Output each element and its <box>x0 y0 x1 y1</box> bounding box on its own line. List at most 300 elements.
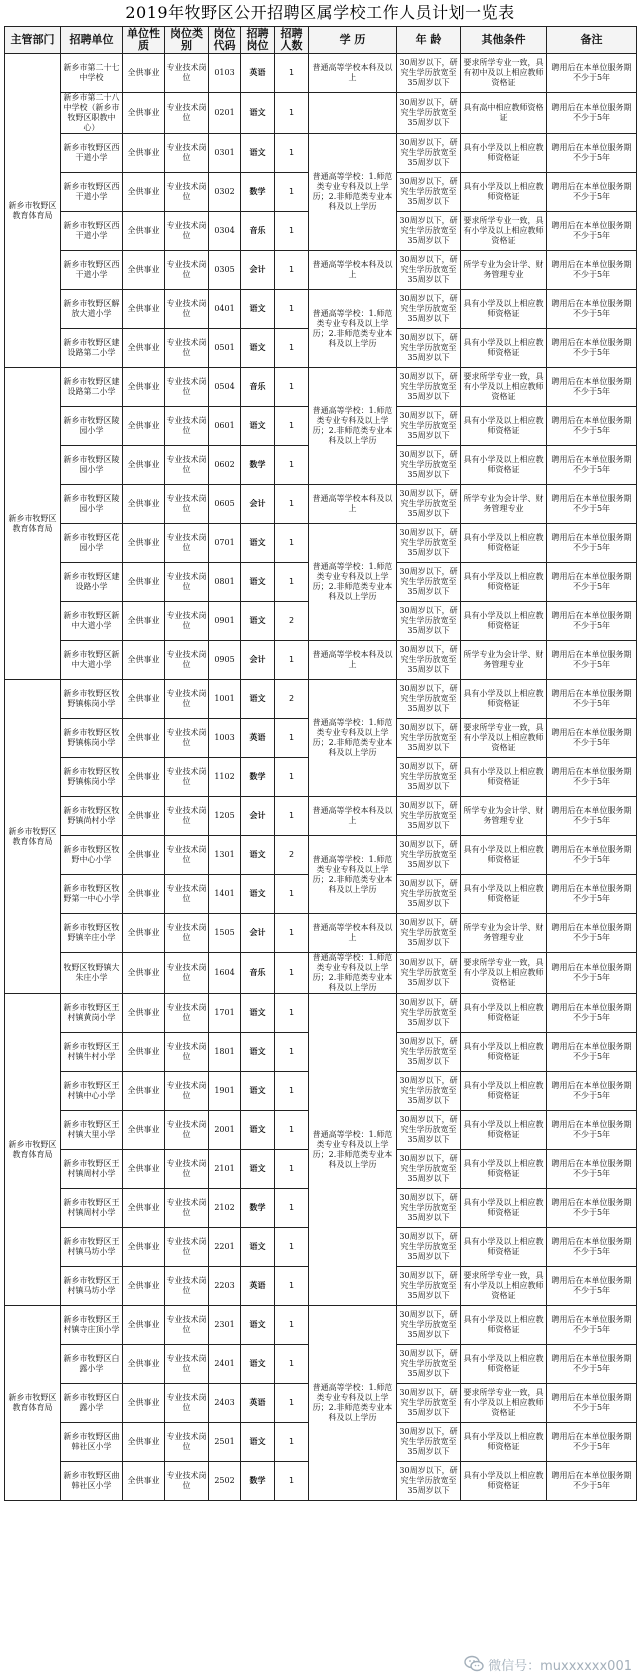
nature-cell: 全供事业 <box>123 212 165 251</box>
notes-cell: 聘用后在本单位服务期不少于5年 <box>547 680 637 719</box>
category-cell: 专业技术岗位 <box>165 446 209 485</box>
unit-cell: 新乡市牧野区建设路小学 <box>61 563 123 602</box>
conditions-cell: 具有小学及以上相应教师资格证 <box>461 1150 547 1189</box>
post-cell: 数学 <box>241 1189 275 1228</box>
category-cell: 专业技术岗位 <box>165 485 209 524</box>
header-conditions: 其他条件 <box>461 27 547 54</box>
unit-cell: 新乡市牧野区王村镇周村小学 <box>61 1150 123 1189</box>
nature-cell: 全供事业 <box>123 1150 165 1189</box>
notes-cell: 聘用后在本单位服务期不少于5年 <box>547 1111 637 1150</box>
unit-cell: 新乡市牧野区花园小学 <box>61 524 123 563</box>
education-cell: 普通高等学校：1.师范类专业专科及以上学历；2.非师范类专业本科及以上学历 <box>309 680 397 797</box>
post-cell: 数学 <box>241 1462 275 1501</box>
post-cell: 数学 <box>241 173 275 212</box>
post-cell: 会计 <box>241 797 275 836</box>
conditions-cell: 具有小学及以上相应教师资格证 <box>461 1306 547 1345</box>
nature-cell: 全供事业 <box>123 1111 165 1150</box>
count-cell: 1 <box>275 563 309 602</box>
header-age: 年 龄 <box>397 27 461 54</box>
notes-cell: 聘用后在本单位服务期不少于5年 <box>547 134 637 173</box>
count-cell: 1 <box>275 407 309 446</box>
conditions-cell: 具有小学及以上相应教师资格证 <box>461 994 547 1033</box>
category-cell: 专业技术岗位 <box>165 994 209 1033</box>
code-cell: 0304 <box>209 212 241 251</box>
nature-cell: 全供事业 <box>123 836 165 875</box>
unit-cell: 新乡市牧野区牧野镇辛庄小学 <box>61 914 123 953</box>
nature-cell: 全供事业 <box>123 407 165 446</box>
code-cell: 2102 <box>209 1189 241 1228</box>
nature-cell: 全供事业 <box>123 1345 165 1384</box>
unit-cell: 新乡市牧野区王村镇中心小学 <box>61 1072 123 1111</box>
age-cell: 30周岁以下，研究生学历放宽至35周岁以下 <box>397 212 461 251</box>
count-cell: 2 <box>275 602 309 641</box>
code-cell: 0905 <box>209 641 241 680</box>
category-cell: 专业技术岗位 <box>165 758 209 797</box>
conditions-cell: 具有小学及以上相应教师资格证 <box>461 134 547 173</box>
notes-cell: 聘用后在本单位服务期不少于5年 <box>547 641 637 680</box>
nature-cell: 全供事业 <box>123 953 165 994</box>
unit-cell: 牧野区牧野镇大朱庄小学 <box>61 953 123 994</box>
count-cell: 1 <box>275 1345 309 1384</box>
category-cell: 专业技术岗位 <box>165 368 209 407</box>
code-cell: 2001 <box>209 1111 241 1150</box>
notes-cell: 聘用后在本单位服务期不少于5年 <box>547 1033 637 1072</box>
count-cell: 1 <box>275 1267 309 1306</box>
age-cell: 30周岁以下，研究生学历放宽至35周岁以下 <box>397 407 461 446</box>
header-category: 岗位类别 <box>165 27 209 54</box>
post-cell: 语文 <box>241 290 275 329</box>
post-cell: 语文 <box>241 836 275 875</box>
unit-cell: 新乡市牧野区曲韩社区小学 <box>61 1423 123 1462</box>
nature-cell: 全供事业 <box>123 719 165 758</box>
notes-cell: 聘用后在本单位服务期不少于5年 <box>547 1228 637 1267</box>
table-row <box>5 368 637 407</box>
code-cell: 2101 <box>209 1150 241 1189</box>
post-cell: 语文 <box>241 1306 275 1345</box>
code-cell: 0901 <box>209 602 241 641</box>
post-cell: 英语 <box>241 1267 275 1306</box>
conditions-cell: 具有小学及以上相应教师资格证 <box>461 836 547 875</box>
nature-cell: 全供事业 <box>123 1462 165 1501</box>
code-cell: 0201 <box>209 93 241 134</box>
age-cell: 30周岁以下，研究生学历放宽至35周岁以下 <box>397 1033 461 1072</box>
count-cell: 1 <box>275 719 309 758</box>
post-cell: 语文 <box>241 994 275 1033</box>
table-row <box>5 524 637 563</box>
nature-cell: 全供事业 <box>123 524 165 563</box>
header-dept: 主管部门 <box>5 27 61 54</box>
count-cell: 1 <box>275 1111 309 1150</box>
nature-cell: 全供事业 <box>123 1072 165 1111</box>
post-cell: 会计 <box>241 914 275 953</box>
unit-cell: 新乡市第二十七中学校 <box>61 54 123 93</box>
code-cell: 2301 <box>209 1306 241 1345</box>
age-cell: 30周岁以下，研究生学历放宽至35周岁以下 <box>397 836 461 875</box>
age-cell: 30周岁以下，研究生学历放宽至35周岁以下 <box>397 1111 461 1150</box>
age-cell: 30周岁以下，研究生学历放宽至35周岁以下 <box>397 485 461 524</box>
code-cell: 1003 <box>209 719 241 758</box>
count-cell: 1 <box>275 1462 309 1501</box>
conditions-cell: 具有小学及以上相应教师资格证 <box>461 1111 547 1150</box>
code-cell: 1301 <box>209 836 241 875</box>
education-cell: 普通高等学校：1.师范类专业专科及以上学历；2.非师范类专业本科及以上学历 <box>309 994 397 1306</box>
count-cell: 1 <box>275 524 309 563</box>
conditions-cell: 要求所学专业一致，具有小学及以上相应教师资格证 <box>461 719 547 758</box>
nature-cell: 全供事业 <box>123 994 165 1033</box>
notes-cell: 聘用后在本单位服务期不少于5年 <box>547 1306 637 1345</box>
age-cell: 30周岁以下，研究生学历放宽至35周岁以下 <box>397 719 461 758</box>
education-cell: 普通高等学校本科及以上 <box>309 797 397 836</box>
conditions-cell: 具有小学及以上相应教师资格证 <box>461 602 547 641</box>
dept-cell: 新乡市牧野区教育体育局 <box>5 368 61 680</box>
category-cell: 专业技术岗位 <box>165 251 209 290</box>
unit-cell: 新乡市牧野区白露小学 <box>61 1384 123 1423</box>
unit-cell: 新乡市牧野区西干道小学 <box>61 134 123 173</box>
conditions-cell: 要求所学专业一致，具有小学及以上相应教师资格证 <box>461 1384 547 1423</box>
post-cell: 数学 <box>241 758 275 797</box>
dept-cell: 新乡市牧野区教育体育局 <box>5 1306 61 1501</box>
header-nature: 单位性质 <box>123 27 165 54</box>
code-cell: 2501 <box>209 1423 241 1462</box>
wechat-icon <box>464 1655 484 1673</box>
category-cell: 专业技术岗位 <box>165 1228 209 1267</box>
code-cell: 0301 <box>209 134 241 173</box>
age-cell: 30周岁以下，研究生学历放宽至35周岁以下 <box>397 1462 461 1501</box>
nature-cell: 全供事业 <box>123 641 165 680</box>
notes-cell: 聘用后在本单位服务期不少于5年 <box>547 797 637 836</box>
conditions-cell: 具有小学及以上相应教师资格证 <box>461 329 547 368</box>
code-cell: 0504 <box>209 368 241 407</box>
nature-cell: 全供事业 <box>123 173 165 212</box>
unit-cell: 新乡市牧野区牧野镇栋岗小学 <box>61 680 123 719</box>
count-cell: 1 <box>275 446 309 485</box>
code-cell: 2203 <box>209 1267 241 1306</box>
notes-cell: 聘用后在本单位服务期不少于5年 <box>547 719 637 758</box>
notes-cell: 聘用后在本单位服务期不少于5年 <box>547 1423 637 1462</box>
unit-cell: 新乡市牧野区王村镇牛村小学 <box>61 1033 123 1072</box>
header-education: 学 历 <box>309 27 397 54</box>
notes-cell: 聘用后在本单位服务期不少于5年 <box>547 290 637 329</box>
conditions-cell: 具有小学及以上相应教师资格证 <box>461 758 547 797</box>
code-cell: 1102 <box>209 758 241 797</box>
category-cell: 专业技术岗位 <box>165 1150 209 1189</box>
unit-cell: 新乡市牧野区牧野中心小学 <box>61 836 123 875</box>
category-cell: 专业技术岗位 <box>165 836 209 875</box>
header-row <box>5 27 637 54</box>
table-row <box>5 134 637 173</box>
nature-cell: 全供事业 <box>123 1267 165 1306</box>
code-cell: 0305 <box>209 251 241 290</box>
category-cell: 专业技术岗位 <box>165 290 209 329</box>
age-cell: 30周岁以下，研究生学历放宽至35周岁以下 <box>397 994 461 1033</box>
recruitment-table <box>4 26 637 1501</box>
age-cell: 30周岁以下，研究生学历放宽至35周岁以下 <box>397 134 461 173</box>
post-cell: 音乐 <box>241 212 275 251</box>
unit-cell: 新乡市牧野区王村镇马坊小学 <box>61 1267 123 1306</box>
conditions-cell: 要求所学专业一致，具有小学及以上相应教师资格证 <box>461 368 547 407</box>
conditions-cell: 要求所学专业一致，具有小学及以上相应教师资格证 <box>461 212 547 251</box>
post-cell: 语文 <box>241 134 275 173</box>
nature-cell: 全供事业 <box>123 875 165 914</box>
nature-cell: 全供事业 <box>123 1306 165 1345</box>
category-cell: 专业技术岗位 <box>165 680 209 719</box>
table-row <box>5 914 637 953</box>
nature-cell: 全供事业 <box>123 485 165 524</box>
table-row <box>5 641 637 680</box>
notes-cell: 聘用后在本单位服务期不少于5年 <box>547 953 637 994</box>
unit-cell: 新乡市牧野区牧野第一中心小学 <box>61 875 123 914</box>
education-cell: 普通高等学校：1.师范类专业专科及以上学历；2.非师范类专业本科及以上学历 <box>309 1306 397 1501</box>
watermark <box>464 1654 632 1674</box>
count-cell: 1 <box>275 1423 309 1462</box>
count-cell: 1 <box>275 368 309 407</box>
count-cell: 1 <box>275 1228 309 1267</box>
count-cell: 1 <box>275 212 309 251</box>
education-cell: 普通高等学校：1.师范类专业专科及以上学历；2.非师范类专业本科及以上学历 <box>309 134 397 251</box>
conditions-cell: 所学专业为会计学、财务管理专业 <box>461 914 547 953</box>
category-cell: 专业技术岗位 <box>165 1306 209 1345</box>
conditions-cell: 具有小学及以上相应教师资格证 <box>461 1228 547 1267</box>
notes-cell: 聘用后在本单位服务期不少于5年 <box>547 524 637 563</box>
code-cell: 2403 <box>209 1384 241 1423</box>
unit-cell: 新乡市牧野区白露小学 <box>61 1345 123 1384</box>
conditions-cell: 具有小学及以上相应教师资格证 <box>461 1072 547 1111</box>
notes-cell: 聘用后在本单位服务期不少于5年 <box>547 1189 637 1228</box>
conditions-cell: 具有小学及以上相应教师资格证 <box>461 680 547 719</box>
category-cell: 专业技术岗位 <box>165 93 209 134</box>
conditions-cell: 具有小学及以上相应教师资格证 <box>461 1189 547 1228</box>
category-cell: 专业技术岗位 <box>165 602 209 641</box>
conditions-cell: 具有小学及以上相应教师资格证 <box>461 1423 547 1462</box>
nature-cell: 全供事业 <box>123 93 165 134</box>
unit-cell: 新乡市牧野区建设路第二小学 <box>61 368 123 407</box>
unit-cell: 新乡市牧野区王村镇大里小学 <box>61 1111 123 1150</box>
age-cell: 30周岁以下，研究生学历放宽至35周岁以下 <box>397 1267 461 1306</box>
notes-cell: 聘用后在本单位服务期不少于5年 <box>547 329 637 368</box>
notes-cell: 聘用后在本单位服务期不少于5年 <box>547 1150 637 1189</box>
count-cell: 1 <box>275 797 309 836</box>
code-cell: 1505 <box>209 914 241 953</box>
code-cell: 1701 <box>209 994 241 1033</box>
conditions-cell: 具有小学及以上相应教师资格证 <box>461 407 547 446</box>
category-cell: 专业技术岗位 <box>165 1033 209 1072</box>
nature-cell: 全供事业 <box>123 1384 165 1423</box>
age-cell: 30周岁以下，研究生学历放宽至35周岁以下 <box>397 251 461 290</box>
unit-cell: 新乡市牧野区陵园小学 <box>61 407 123 446</box>
unit-cell: 新乡市牧野区陵园小学 <box>61 485 123 524</box>
age-cell: 30周岁以下，研究生学历放宽至35周岁以下 <box>397 93 461 134</box>
table-row <box>5 251 637 290</box>
count-cell: 1 <box>275 875 309 914</box>
category-cell: 专业技术岗位 <box>165 914 209 953</box>
age-cell: 30周岁以下，研究生学历放宽至35周岁以下 <box>397 1423 461 1462</box>
unit-cell: 新乡市牧野区新中大道小学 <box>61 602 123 641</box>
category-cell: 专业技术岗位 <box>165 1267 209 1306</box>
notes-cell: 聘用后在本单位服务期不少于5年 <box>547 1462 637 1501</box>
age-cell: 30周岁以下，研究生学历放宽至35周岁以下 <box>397 1189 461 1228</box>
notes-cell: 聘用后在本单位服务期不少于5年 <box>547 251 637 290</box>
nature-cell: 全供事业 <box>123 680 165 719</box>
unit-cell: 新乡市牧野区王村镇周村小学 <box>61 1189 123 1228</box>
page-title: 2019年牧野区公开招聘区属学校工作人员计划一览表 <box>125 3 515 22</box>
code-cell: 1801 <box>209 1033 241 1072</box>
education-cell: 普通高等学校本科及以上 <box>309 641 397 680</box>
nature-cell: 全供事业 <box>123 329 165 368</box>
category-cell: 专业技术岗位 <box>165 329 209 368</box>
code-cell: 0602 <box>209 446 241 485</box>
education-cell: 普通高等学校：1.师范类专业专科及以上学历；2.非师范类专业本科及以上学历 <box>309 368 397 485</box>
unit-cell: 新乡市牧野区西干道小学 <box>61 251 123 290</box>
table-row <box>5 1306 637 1345</box>
category-cell: 专业技术岗位 <box>165 797 209 836</box>
nature-cell: 全供事业 <box>123 914 165 953</box>
unit-cell: 新乡市牧野区王村镇黄岗小学 <box>61 994 123 1033</box>
age-cell: 30周岁以下，研究生学历放宽至35周岁以下 <box>397 758 461 797</box>
count-cell: 1 <box>275 994 309 1033</box>
nature-cell: 全供事业 <box>123 602 165 641</box>
age-cell: 30周岁以下，研究生学历放宽至35周岁以下 <box>397 914 461 953</box>
notes-cell: 聘用后在本单位服务期不少于5年 <box>547 1267 637 1306</box>
nature-cell: 全供事业 <box>123 134 165 173</box>
unit-cell: 新乡市牧野区牧野镇尚村小学 <box>61 797 123 836</box>
category-cell: 专业技术岗位 <box>165 407 209 446</box>
post-cell: 语文 <box>241 1150 275 1189</box>
unit-cell: 新乡市牧野区西干道小学 <box>61 173 123 212</box>
count-cell: 1 <box>275 1072 309 1111</box>
conditions-cell: 具有小学及以上相应教师资格证 <box>461 1345 547 1384</box>
post-cell: 语文 <box>241 563 275 602</box>
unit-cell: 新乡市牧野区王村镇寺庄顶小学 <box>61 1306 123 1345</box>
notes-cell: 聘用后在本单位服务期不少于5年 <box>547 407 637 446</box>
category-cell: 专业技术岗位 <box>165 641 209 680</box>
notes-cell: 聘用后在本单位服务期不少于5年 <box>547 875 637 914</box>
count-cell: 1 <box>275 758 309 797</box>
count-cell: 1 <box>275 1384 309 1423</box>
age-cell: 30周岁以下，研究生学历放宽至35周岁以下 <box>397 953 461 994</box>
post-cell: 英语 <box>241 1384 275 1423</box>
count-cell: 1 <box>275 54 309 93</box>
code-cell: 0605 <box>209 485 241 524</box>
count-cell: 1 <box>275 485 309 524</box>
category-cell: 专业技术岗位 <box>165 1111 209 1150</box>
code-cell: 0501 <box>209 329 241 368</box>
unit-cell: 新乡市牧野区王村镇马坊小学 <box>61 1228 123 1267</box>
count-cell: 1 <box>275 641 309 680</box>
conditions-cell: 所学专业为会计学、财务管理专业 <box>461 485 547 524</box>
notes-cell: 聘用后在本单位服务期不少于5年 <box>547 368 637 407</box>
table-row <box>5 93 637 134</box>
nature-cell: 全供事业 <box>123 251 165 290</box>
unit-cell: 新乡市牧野区曲韩社区小学 <box>61 1462 123 1501</box>
category-cell: 专业技术岗位 <box>165 953 209 994</box>
conditions-cell: 具有小学及以上相应教师资格证 <box>461 1462 547 1501</box>
table-row <box>5 290 637 329</box>
post-cell: 英语 <box>241 54 275 93</box>
post-cell: 语文 <box>241 602 275 641</box>
count-cell: 1 <box>275 1306 309 1345</box>
conditions-cell: 具有小学及以上相应教师资格证 <box>461 875 547 914</box>
notes-cell: 聘用后在本单位服务期不少于5年 <box>547 485 637 524</box>
unit-cell: 新乡市牧野区新中大道小学 <box>61 641 123 680</box>
count-cell: 1 <box>275 329 309 368</box>
header-code: 岗位代码 <box>209 27 241 54</box>
count-cell: 1 <box>275 134 309 173</box>
age-cell: 30周岁以下，研究生学历放宽至35周岁以下 <box>397 368 461 407</box>
nature-cell: 全供事业 <box>123 758 165 797</box>
table-row <box>5 994 637 1033</box>
conditions-cell: 具有小学及以上相应教师资格证 <box>461 446 547 485</box>
age-cell: 30周岁以下，研究生学历放宽至35周岁以下 <box>397 641 461 680</box>
post-cell: 音乐 <box>241 368 275 407</box>
conditions-cell: 所学专业为会计学、财务管理专业 <box>461 251 547 290</box>
notes-cell: 聘用后在本单位服务期不少于5年 <box>547 1384 637 1423</box>
table-row <box>5 54 637 93</box>
header-count: 招聘人数 <box>275 27 309 54</box>
conditions-cell: 具有高中相应教师资格证 <box>461 93 547 134</box>
notes-cell: 聘用后在本单位服务期不少于5年 <box>547 602 637 641</box>
header-unit: 招聘单位 <box>61 27 123 54</box>
post-cell: 语文 <box>241 875 275 914</box>
nature-cell: 全供事业 <box>123 1033 165 1072</box>
education-cell: 普通高等学校本科及以上 <box>309 914 397 953</box>
education-cell <box>309 93 397 134</box>
age-cell: 30周岁以下，研究生学历放宽至35周岁以下 <box>397 173 461 212</box>
category-cell: 专业技术岗位 <box>165 1072 209 1111</box>
education-cell: 普通高等学校本科及以上 <box>309 485 397 524</box>
conditions-cell: 具有小学及以上相应教师资格证 <box>461 563 547 602</box>
age-cell: 30周岁以下，研究生学历放宽至35周岁以下 <box>397 1072 461 1111</box>
category-cell: 专业技术岗位 <box>165 173 209 212</box>
unit-cell: 新乡市牧野区建设路第二小学 <box>61 329 123 368</box>
dept-cell: 新乡市牧野区教育体育局 <box>5 54 61 368</box>
notes-cell: 聘用后在本单位服务期不少于5年 <box>547 1072 637 1111</box>
age-cell: 30周岁以下，研究生学历放宽至35周岁以下 <box>397 329 461 368</box>
age-cell: 30周岁以下，研究生学历放宽至35周岁以下 <box>397 602 461 641</box>
category-cell: 专业技术岗位 <box>165 54 209 93</box>
category-cell: 专业技术岗位 <box>165 524 209 563</box>
age-cell: 30周岁以下，研究生学历放宽至35周岁以下 <box>397 875 461 914</box>
post-cell: 语文 <box>241 680 275 719</box>
dept-cell: 新乡市牧野区教育体育局 <box>5 680 61 994</box>
code-cell: 1001 <box>209 680 241 719</box>
post-cell: 语文 <box>241 1345 275 1384</box>
nature-cell: 全供事业 <box>123 563 165 602</box>
category-cell: 专业技术岗位 <box>165 134 209 173</box>
education-cell: 普通高等学校：1.师范类专业专科及以上学历；2.非师范类专业本科及以上学历 <box>309 836 397 914</box>
table-row <box>5 797 637 836</box>
post-cell: 语文 <box>241 1423 275 1462</box>
post-cell: 语文 <box>241 329 275 368</box>
notes-cell: 聘用后在本单位服务期不少于5年 <box>547 914 637 953</box>
notes-cell: 聘用后在本单位服务期不少于5年 <box>547 93 637 134</box>
count-cell: 1 <box>275 1033 309 1072</box>
code-cell: 2401 <box>209 1345 241 1384</box>
count-cell: 2 <box>275 836 309 875</box>
nature-cell: 全供事业 <box>123 446 165 485</box>
nature-cell: 全供事业 <box>123 797 165 836</box>
conditions-cell: 要求所学专业一致，具有小学及以上相应教师资格证 <box>461 1267 547 1306</box>
notes-cell: 聘用后在本单位服务期不少于5年 <box>547 994 637 1033</box>
age-cell: 30周岁以下，研究生学历放宽至35周岁以下 <box>397 290 461 329</box>
post-cell: 语文 <box>241 1072 275 1111</box>
count-cell: 1 <box>275 251 309 290</box>
nature-cell: 全供事业 <box>123 1189 165 1228</box>
post-cell: 音乐 <box>241 953 275 994</box>
category-cell: 专业技术岗位 <box>165 1345 209 1384</box>
count-cell: 1 <box>275 1150 309 1189</box>
age-cell: 30周岁以下，研究生学历放宽至35周岁以下 <box>397 1345 461 1384</box>
conditions-cell: 要求所学专业一致，具有小学及以上相应教师资格证 <box>461 953 547 994</box>
